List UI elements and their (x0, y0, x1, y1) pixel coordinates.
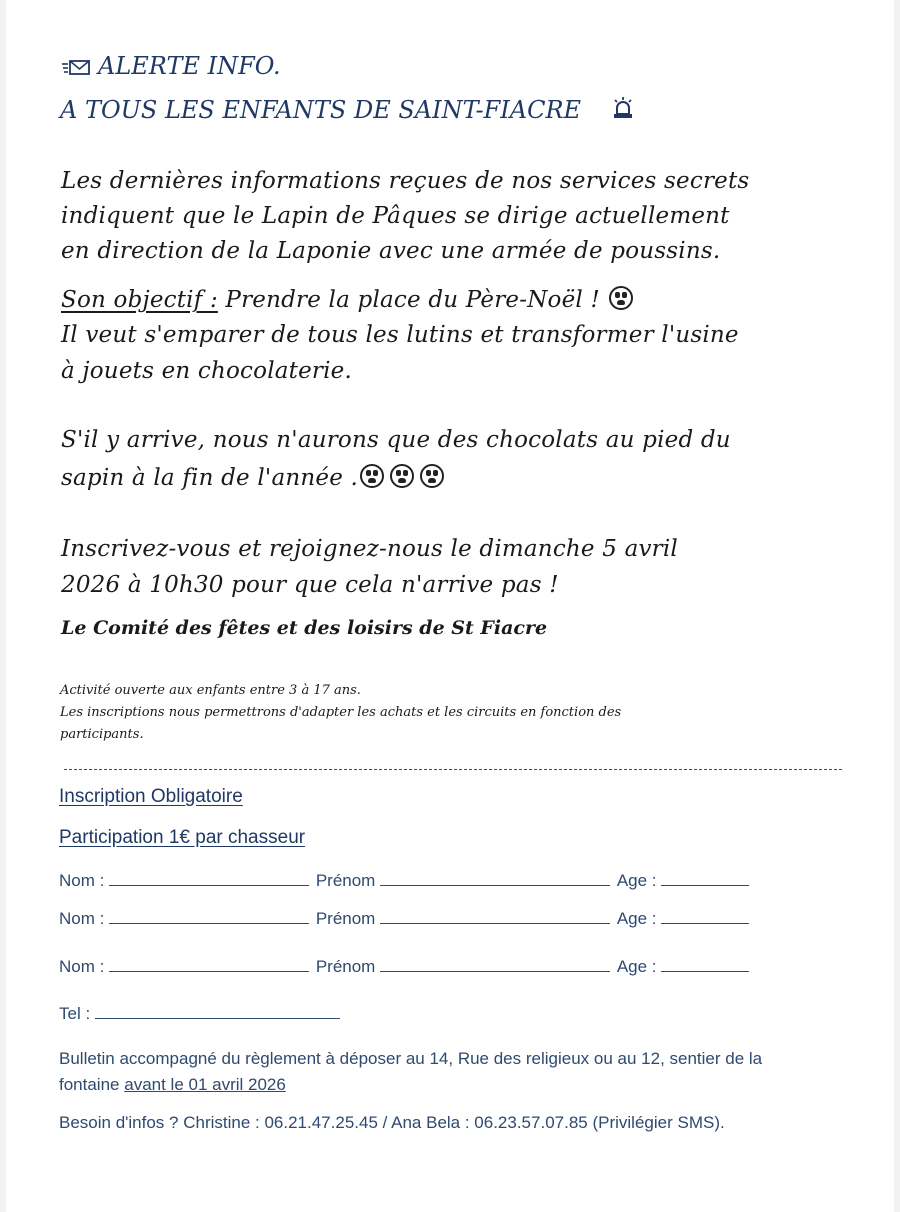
objective-label: Son objectif : (61, 287, 218, 313)
story-line: S'il y arrive, nous n'aurons que des chocolats au pied du (61, 427, 731, 453)
prenom-field[interactable] (380, 869, 610, 886)
prenom-label: Prénom (315, 957, 376, 976)
story-line: indiquent que le Lapin de Pâques se dirige actuellement (61, 203, 730, 229)
child-row (59, 869, 749, 891)
audience-title: A TOUS LES ENFANTS DE SAINT-FIACRE (60, 96, 582, 124)
form-title: Inscription Obligatoire (59, 786, 243, 807)
story-line (61, 464, 444, 491)
bulletin-text: fontaine (59, 1075, 125, 1094)
nom-field[interactable] (109, 907, 309, 924)
alert-title: ALERTE INFO. (98, 52, 281, 80)
tel-row (59, 1002, 340, 1024)
cut-line-divider (64, 769, 842, 770)
note-line: Les inscriptions nous permettrons d'adapter les achats et les circuits en fonction des (60, 705, 622, 720)
story-line: à jouets en chocolaterie. (61, 358, 352, 384)
story-line: Les dernières informations reçues de nos services secrets (61, 168, 750, 194)
bulletin-line: Bulletin accompagné du règlement à déposer au 14, Rue des religieux ou au 12, sentier de la (59, 1049, 763, 1068)
contact-info: Besoin d'infos ? Christine : 06.21.47.25.45 / Ana Bela : 06.23.57.07.85 (Privilégier SMS). (59, 1113, 725, 1132)
age-field[interactable] (661, 955, 749, 972)
header-line-2 (60, 96, 635, 126)
age-field[interactable] (661, 907, 749, 924)
tel-label: Tel : (59, 1004, 91, 1023)
child-row (59, 955, 749, 977)
story-line-text: sapin à la fin de l'année . (61, 465, 359, 491)
police-light-icon (611, 96, 635, 126)
participation-fee: Participation 1€ par chasseur (59, 827, 306, 848)
crying-face-icon (360, 464, 384, 488)
signature: Le Comité des fêtes et des loisirs de St Fiacre (61, 617, 548, 639)
envelope-icon (62, 54, 90, 82)
prenom-field[interactable] (380, 955, 610, 972)
bulletin-line (59, 1075, 286, 1095)
nom-field[interactable] (109, 955, 309, 972)
header-line-1 (62, 52, 281, 82)
nom-label: Nom : (59, 909, 105, 928)
age-label: Age : (616, 871, 657, 890)
crying-face-icon (390, 464, 414, 488)
nom-field[interactable] (109, 869, 309, 886)
prenom-label: Prénom (315, 909, 376, 928)
age-label: Age : (616, 957, 657, 976)
tel-field[interactable] (95, 1002, 340, 1019)
shocked-face-icon (609, 286, 633, 310)
nom-label: Nom : (59, 957, 105, 976)
objective-text: Prendre la place du Père-Noël ! (217, 287, 608, 313)
age-field[interactable] (661, 869, 749, 886)
objective-line (61, 286, 633, 313)
story-line: Inscrivez-vous et rejoignez-nous le dimanche 5 avril (61, 536, 678, 562)
age-label: Age : (616, 909, 657, 928)
prenom-label: Prénom (315, 871, 376, 890)
story-line: en direction de la Laponie avec une armée de poussins. (61, 238, 721, 264)
child-row (59, 907, 749, 929)
nom-label: Nom : (59, 871, 105, 890)
story-line: Il veut s'emparer de tous les lutins et transformer l'usine (61, 322, 739, 348)
note-line: participants. (60, 727, 144, 742)
note-line: Activité ouverte aux enfants entre 3 à 17 ans. (60, 683, 361, 698)
deadline: avant le 01 avril 2026 (124, 1075, 286, 1094)
prenom-field[interactable] (380, 907, 610, 924)
story-line: 2026 à 10h30 pour que cela n'arrive pas ! (61, 572, 559, 598)
flyer-page (6, 0, 894, 1212)
crying-face-icon (420, 464, 444, 488)
